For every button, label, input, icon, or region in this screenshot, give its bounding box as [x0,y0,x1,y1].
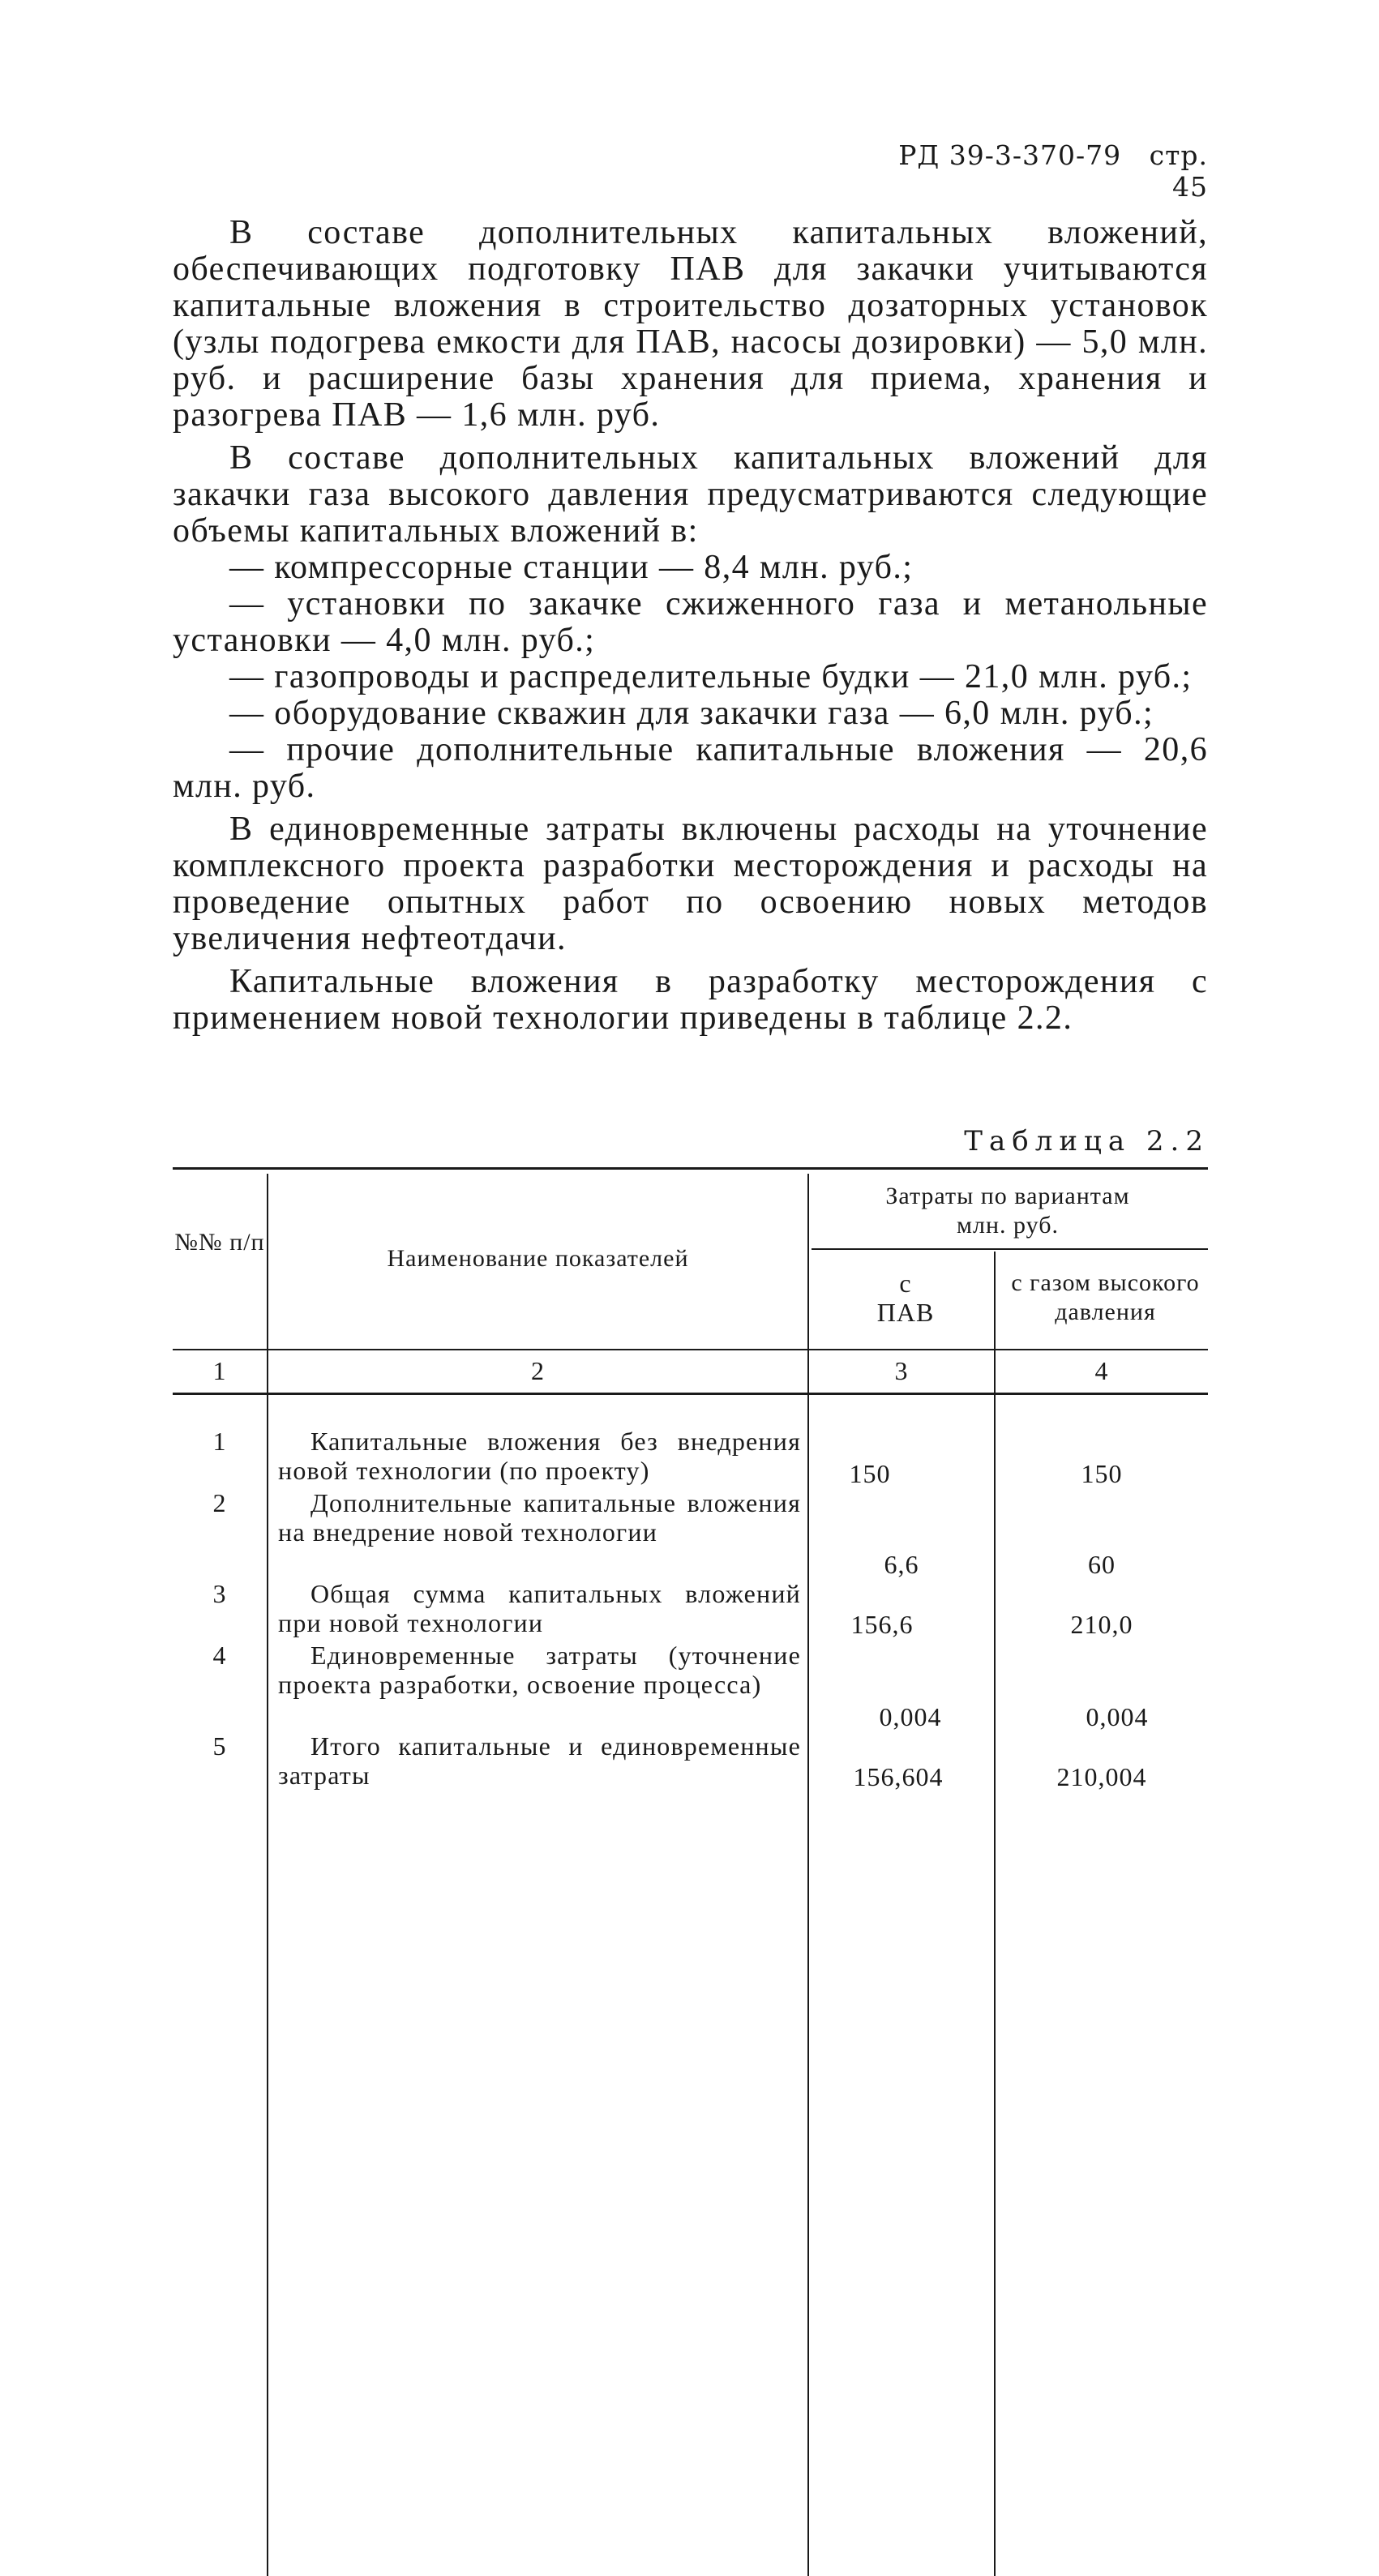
header-no: №№ п/п [174,1229,265,1256]
row-1-name: Капитальные вложения без внедрения новой технологии (по проекту) [278,1427,801,1485]
column-number-3: 3 [894,1356,909,1385]
body-text [173,215,1208,1037]
row-4-no: 4 [212,1641,227,1670]
table-colnum-rule [173,1393,1208,1395]
page-number: стр. 45 [1149,139,1208,203]
column-number-2: 2 [531,1356,545,1385]
paragraph-one-time-costs: В единовременные затраты включены расходы на уточнение комплексного проекта разработки месторождения и расходы на проведение опытных работ по освоению новых методов увеличения нефтеотдачи. [173,811,1208,957]
row-4-name: Единовременные затраты (уточнение проекта разработки, освоение процесса) [278,1641,801,1699]
list-item-gas-pipelines: — газопроводы и распределительные будки — 21,0 млн. руб.; [229,658,1193,695]
row-3-gas: 210,0 [1070,1610,1133,1639]
header-gas: с газом высокого давления [1011,1269,1200,1325]
table-header-rule [173,1349,1208,1350]
row-4-gas: 0,004 [1086,1702,1149,1731]
header-pav: с ПАВ [876,1269,935,1327]
row-5-gas: 210,004 [1056,1762,1147,1791]
table-caption: Таблица 2.2 [964,1125,1210,1157]
paragraph-gas-investments: В составе дополнительных капитальных вложений для закачки газа высокого давления предусматриваются следующие объемы капитальных вложений в: [173,439,1208,550]
column-number-4: 4 [1094,1356,1109,1385]
row-2-pav: 6,6 [884,1550,919,1579]
row-4-pav: 0,004 [879,1702,942,1731]
row-3-no: 3 [212,1579,227,1608]
row-3-pav: 156,6 [850,1610,914,1639]
row-1-gas: 150 [1081,1459,1123,1488]
row-5-no: 5 [212,1731,227,1761]
list-item-well-equipment: — оборудование скважин для закачки газа — 6,0 млн. руб.; [229,695,1154,732]
row-2-name: Дополнительные капитальные вложения на внедрение новой технологии [278,1488,801,1547]
list-item-liquefied-gas: — установки по закачке сжиженного газа и метанольные установки — 4,0 млн. руб.; [173,585,1208,659]
row-5-name: Итого капитальные и единовременные затраты [278,1731,801,1790]
list-item-compressor: — компрессорные станции — 8,4 млн. руб.; [229,549,914,586]
header-costs: Затраты по вариантам млн. руб. [885,1183,1130,1239]
table-divider-pav [994,1252,996,2576]
row-1-pav: 150 [849,1459,891,1488]
row-2-no: 2 [212,1488,227,1517]
table-subheader-rule [812,1248,1208,1250]
paragraph-table-reference: Капитальные вложения в разработку месторождения с применением новой технологии приведены в таблице 2.2. [173,963,1208,1037]
list-item-other: — прочие дополнительные капитальные вложения — 20,6 млн. руб. [173,731,1208,805]
row-1-no: 1 [212,1427,227,1456]
table-top-rule [173,1167,1208,1170]
column-number-1: 1 [212,1356,227,1385]
row-2-gas: 60 [1088,1550,1116,1579]
header-name: Наименование показателей [387,1245,689,1272]
row-3-name: Общая сумма капитальных вложений при новой технологии [278,1579,801,1637]
page-header [884,139,1208,203]
paragraph-pav-investments: В составе дополнительных капитальных вложений, обеспечивающих подготовку ПАВ для закачки учитываются капитальные вложения в строительство дозаторных установок (узлы подогрева емкости для ПАВ, насосы дозировки) — 5,0 млн. руб. и расширение базы хранения для приема, хранения и разогрева ПАВ — 1,6 млн. руб. [173,214,1208,434]
row-5-pav: 156,604 [853,1762,944,1791]
document-code: РД 39-3-370-79 [898,139,1122,171]
